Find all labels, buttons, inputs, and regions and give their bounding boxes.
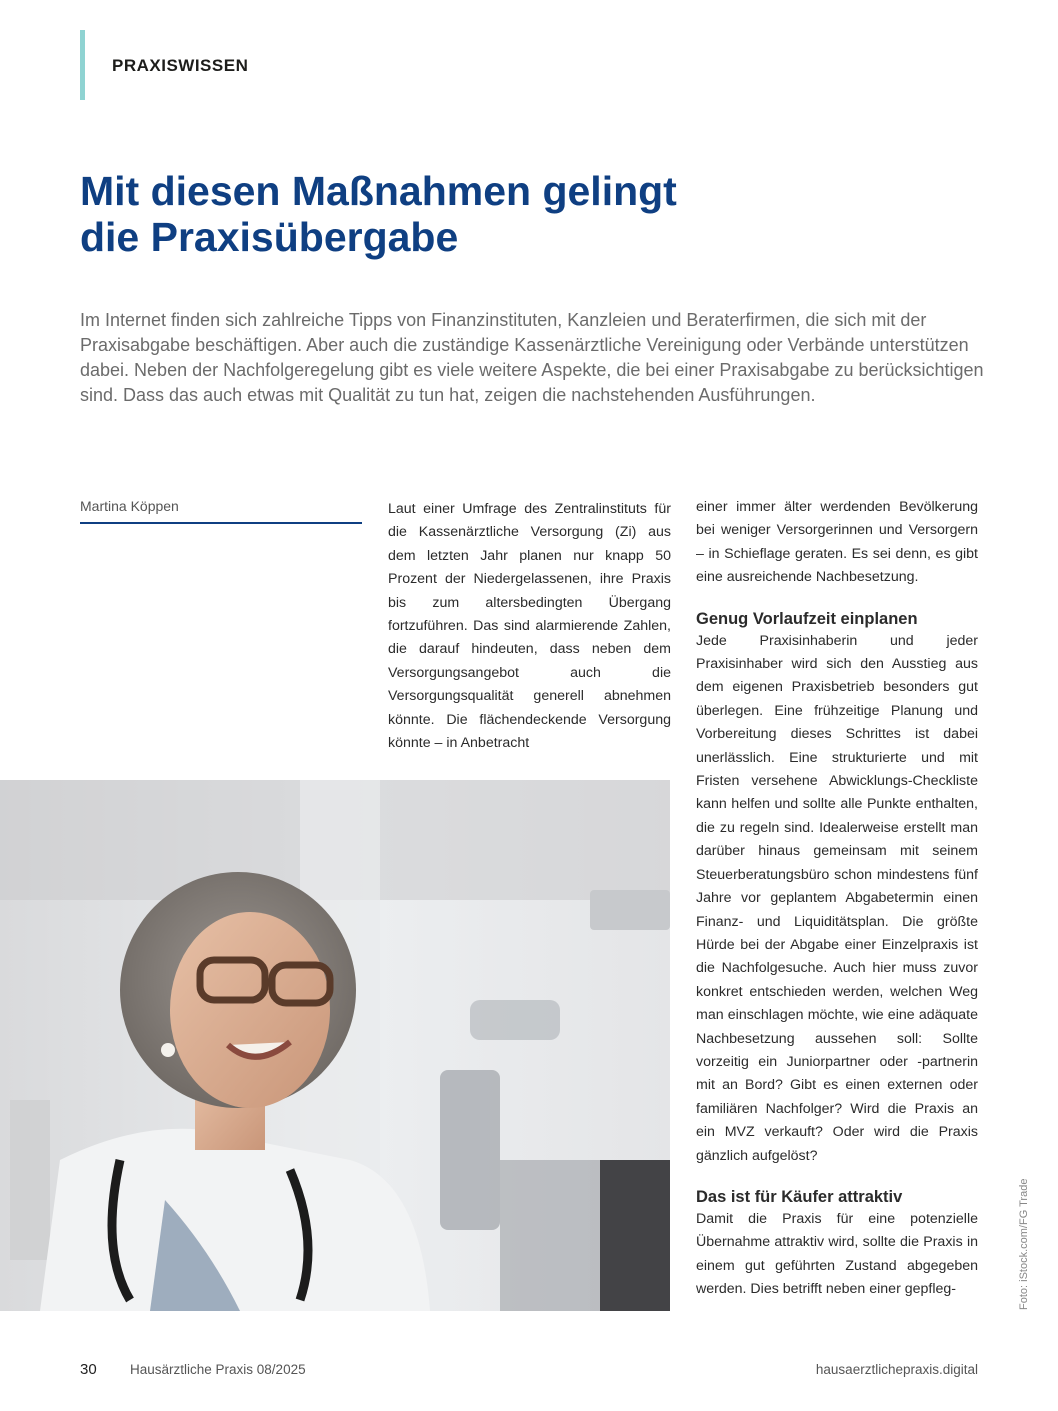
body-column-2 [696, 496, 978, 1302]
body-paragraph: einer immer älter werdenden Bevölkerung bei weniger Versorgerinnen und Versorgern – in Schieflage geraten. Es sei denn, es gibt eine ausreichende Nachbesetzung. [696, 499, 978, 586]
photo-credit: Foto: iStock.com/FG Trade [1018, 1178, 1030, 1310]
title-line-1: Mit diesen Maßnahmen gelingt [80, 168, 677, 214]
section-label: PRAXISWISSEN [112, 56, 249, 75]
subheading: Das ist für Käufer attraktiv [696, 1187, 903, 1206]
author-byline: Martina Köppen [80, 498, 362, 524]
page-number: 30 [80, 1361, 97, 1378]
title-line-2: die Praxisübergabe [80, 214, 459, 260]
publication-name: Hausärztliche Praxis 08/2025 [130, 1362, 306, 1377]
article-photo [0, 780, 670, 1311]
subheading: Genug Vorlaufzeit einplanen [696, 609, 918, 628]
body-paragraph: Damit die Praxis für eine potenzielle Übernahme attraktiv wird, sollte die Praxis in einem gut geführten Zustand abgegeben werden. Dies betrifft neben einer gepfleg- [696, 1210, 978, 1298]
website-link[interactable]: hausaerztlichepraxis.digital [815, 1362, 978, 1377]
section-accent-bar [80, 30, 85, 100]
photo-doctor-illustration [0, 780, 670, 1311]
page-title [80, 168, 980, 260]
body-paragraph: Jede Praxisinhaberin und jeder Praxisinhaber wird sich den Ausstieg aus dem eigenen Praxisbetrieb besonders gut überlegen. Eine frühzeitige Planung und Vorbereitung dieses Schrittes ist dabei unerlässlich. Eine strukturierte und mit Fristen versehene Abwicklungs-Checkliste kann helfen und sollte alle Punkte enthalten, die zu regeln sind. Idealerweise erstellt man darüber hinaus gemeinsam mit seinem Steuerberatungsbüro schon mindestens fünf Jahre vor geplantem Abgabetermin einen Finanz- und Liquiditätsplan. Die größte Hürde bei der Abgabe einer Einzelpraxis ist die Nachfolgesuche. Auch hier muss zuvor konkret entschieden werden, welchen Weg man einschlagen möchte, wie eine adäquate Nachbesetzung aussehen soll: Sollte vorzeitig ein Juniorpartner oder -partnerin mit an Bord? Gibt es einen externen oder familiären Nachfolger? Wird die Praxis an ein MVZ verkauft? Oder wird die Praxis gänzlich aufgelöst? [696, 632, 978, 1164]
body-paragraph: Laut einer Umfrage des Zentralinstituts für die Kassenärztliche Versorgung (Zi) aus dem letzten Jahr planen nur knapp 50 Prozent der Niedergelassenen, ihre Praxis bis zum altersbedingten Übergang fortzuführen. Das sind alarmierende Zahlen, die darauf hindeuten, dass neben dem Versorgungsangebot auch die Versorgungsqualität generell abnehmen könnte. Die flächendeckende Versorgung könnte – in Anbetracht [388, 501, 671, 752]
lead-paragraph: Im Internet finden sich zahlreiche Tipps von Finanzinstituten, Kanzleien und Beraterfirmen, die sich mit der Praxisabgabe beschäftigen. Aber auch die zuständige Kassenärztliche Vereinigung oder Verbände unterstützen dabei. Neben der Nachfolgeregelung gibt es viele weitere Aspekte, die bei einer Praxisabgabe zu berücksichtigen sind. Dass das auch etwas mit Qualität zu tun hat, zeigen die nachstehenden Ausführungen. [80, 310, 984, 405]
body-column-1 [388, 498, 671, 755]
